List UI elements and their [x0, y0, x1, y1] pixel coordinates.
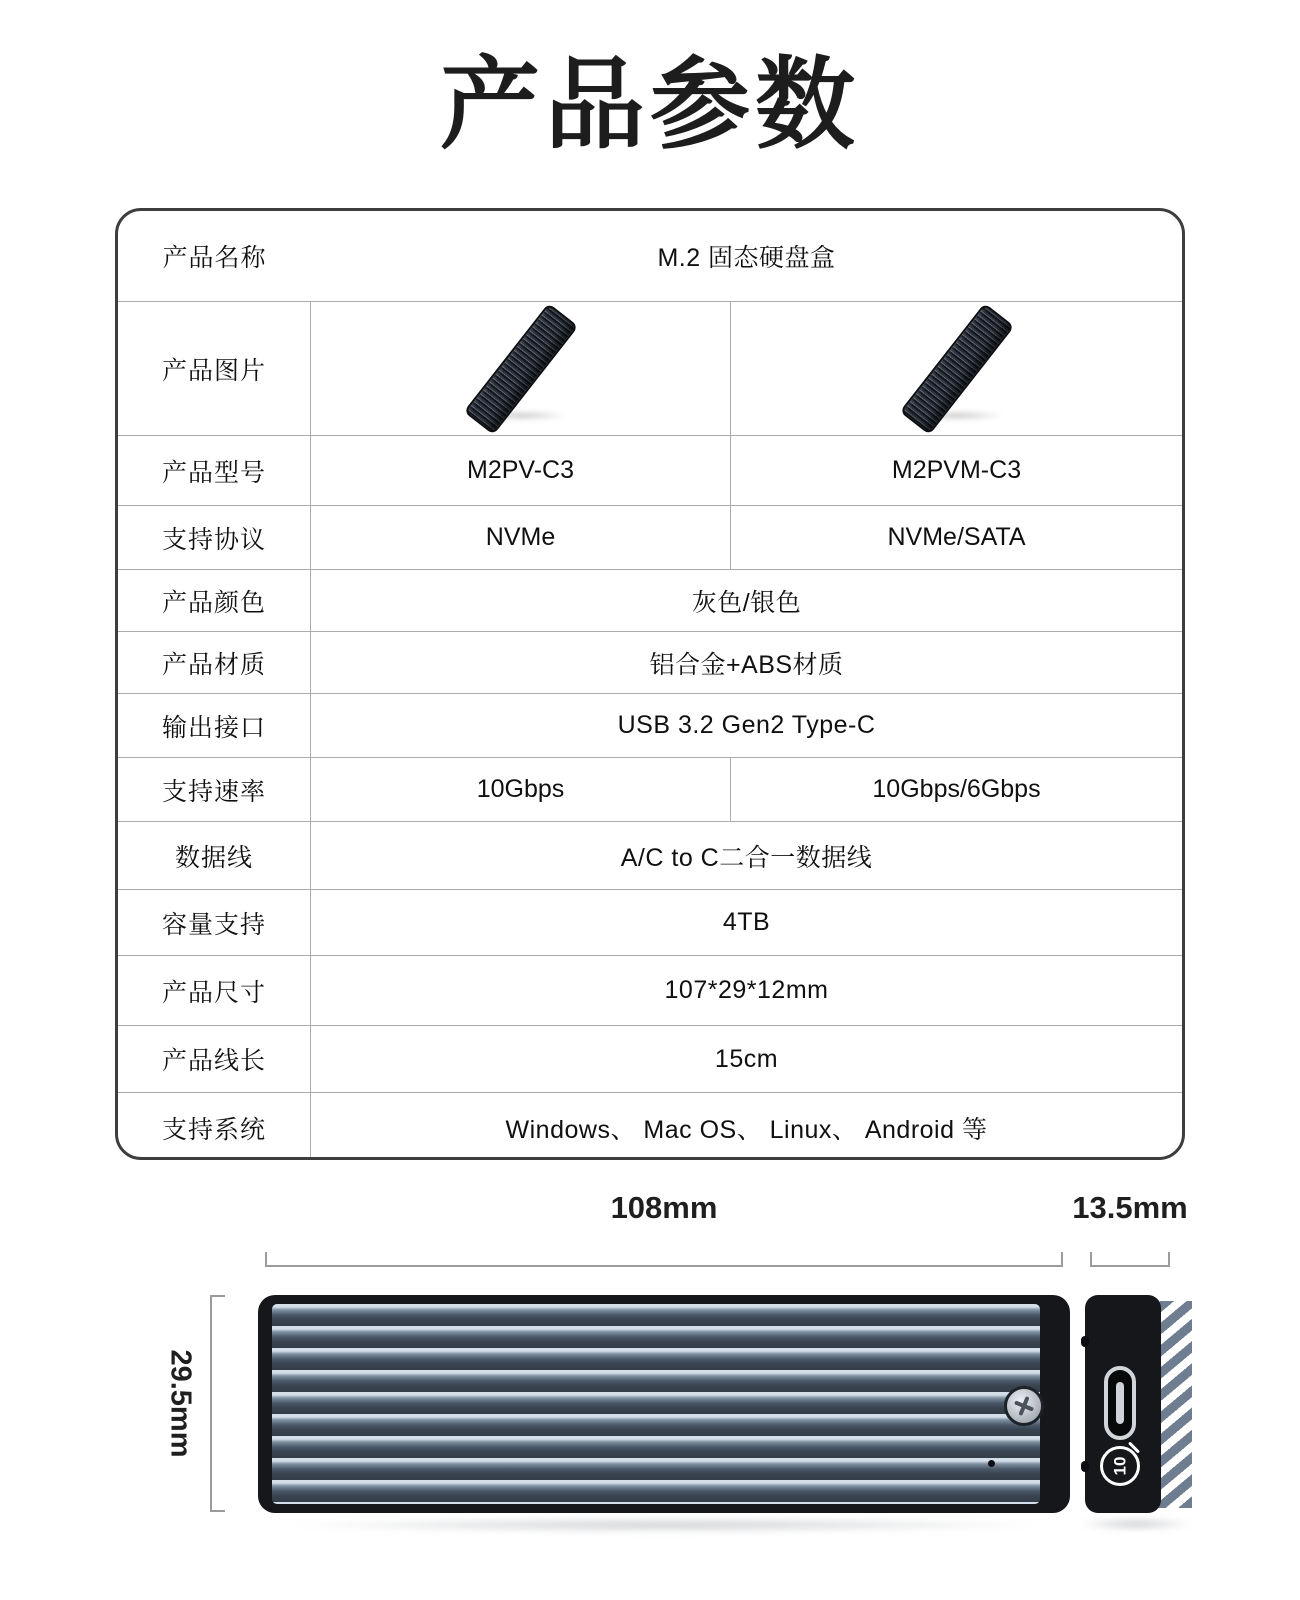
row-value: 4TB	[722, 908, 771, 936]
table-row	[118, 955, 1182, 1025]
row-label: 产品尺寸	[118, 956, 311, 1025]
screw-icon	[1004, 1386, 1044, 1426]
dimension-width-label: 108mm	[610, 1190, 718, 1225]
row-value-left: 10Gbps	[311, 758, 731, 821]
row-label: 产品图片	[118, 302, 311, 435]
row-value-right: NVMe/SATA	[887, 523, 1026, 551]
dimension-thickness-label: 13.5mm	[1072, 1190, 1188, 1225]
row-value: 铝合金+ABS材质	[649, 650, 844, 679]
table-row	[118, 757, 1182, 821]
row-label: 容量支持	[118, 890, 311, 955]
table-row	[118, 211, 1182, 301]
row-label: 产品材质	[118, 632, 311, 693]
table-row	[118, 889, 1182, 955]
dimension-height-label: 29.5mm	[164, 1349, 197, 1458]
side-view-shadow	[1078, 1517, 1194, 1531]
product-photo-cell	[311, 302, 731, 435]
page-title: 产品参数	[440, 49, 860, 161]
row-value: Windows、 Mac OS、 Linux、 Android 等	[505, 1116, 988, 1144]
table-row	[118, 1092, 1182, 1160]
speed-10gbps-icon: 10	[1100, 1446, 1140, 1486]
dimension-thickness-line	[1090, 1252, 1170, 1267]
row-value-right: 10Gbps/6Gbps	[872, 775, 1041, 803]
ribbed-surface	[272, 1304, 1040, 1504]
table-row	[118, 301, 1182, 435]
row-value: 107*29*12mm	[664, 976, 829, 1004]
row-label: 产品线长	[118, 1026, 311, 1092]
product-photo-cell	[731, 302, 1182, 435]
row-label: 支持速率	[118, 758, 311, 821]
row-label: 支持系统	[118, 1093, 311, 1160]
row-value: 15cm	[714, 1044, 779, 1073]
row-value: M.2 固态硬盘盒	[657, 244, 836, 272]
enclosure-side-view	[1085, 1295, 1161, 1513]
front-view-shadow	[282, 1517, 1048, 1533]
table-row	[118, 435, 1182, 505]
row-value-right: M2PVM-C3	[891, 456, 1022, 484]
row-label: 产品名称	[162, 244, 267, 272]
row-label: 输出接口	[118, 694, 311, 757]
table-row	[118, 693, 1182, 757]
row-value: 灰色/银色	[691, 588, 802, 617]
row-label: 支持协议	[118, 506, 311, 569]
side-screw-bump	[1081, 1336, 1089, 1347]
row-value: A/C to C二合一数据线	[620, 843, 873, 872]
table-row	[118, 1025, 1182, 1092]
table-row	[118, 569, 1182, 631]
table-row	[118, 821, 1182, 889]
table-row	[118, 505, 1182, 569]
row-label: 产品颜色	[118, 570, 311, 631]
row-value: USB 3.2 Gen2 Type-C	[617, 711, 876, 739]
dimension-width-line	[265, 1252, 1063, 1267]
row-value-left: M2PV-C3	[311, 436, 731, 505]
side-screw-bump	[1081, 1461, 1089, 1472]
usb-c-port-icon	[1104, 1366, 1136, 1440]
enclosure-front-view	[258, 1295, 1070, 1513]
row-label: 数据线	[118, 822, 311, 889]
spec-table	[115, 208, 1185, 1160]
led-indicator-hole	[988, 1460, 995, 1467]
row-value-left: NVMe	[311, 506, 731, 569]
dimension-height-line	[210, 1295, 225, 1512]
table-row	[118, 631, 1182, 693]
row-label: 产品型号	[118, 436, 311, 505]
